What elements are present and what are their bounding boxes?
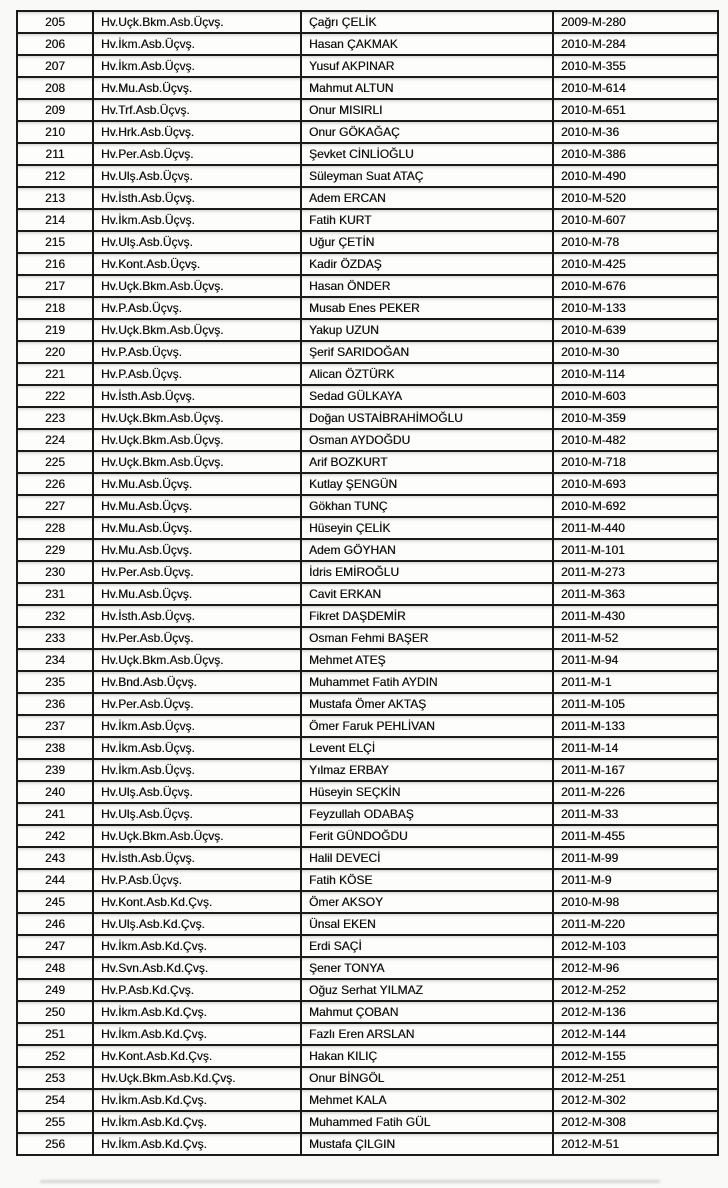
cell-person-name: İdris EMİROĞLU [301, 561, 553, 583]
table-row [17, 11, 718, 33]
cell-rank: Hv.İkm.Asb.Üçvş. [93, 737, 301, 759]
cell-registry-number: 2011-M-167 [553, 759, 718, 781]
cell-rank: Hv.Uçk.Bkm.Asb.Üçvş. [93, 825, 301, 847]
cell-row-number: 247 [17, 935, 93, 957]
cell-person-name: Feyzullah ODABAŞ [301, 803, 553, 825]
cell-rank: Hv.İkm.Asb.Üçvş. [93, 55, 301, 77]
cell-rank: Hv.İsth.Asb.Üçvş. [93, 187, 301, 209]
table-row [17, 1023, 718, 1045]
cell-row-number: 248 [17, 957, 93, 979]
cell-rank: Hv.İkm.Asb.Kd.Çvş. [93, 1023, 301, 1045]
table-row [17, 1111, 718, 1133]
cell-row-number: 219 [17, 319, 93, 341]
cell-rank: Hv.Uçk.Bkm.Asb.Üçvş. [93, 11, 301, 33]
cell-rank: Hv.Mu.Asb.Üçvş. [93, 583, 301, 605]
cell-row-number: 210 [17, 121, 93, 143]
cell-row-number: 229 [17, 539, 93, 561]
cell-rank: Hv.P.Asb.Üçvş. [93, 869, 301, 891]
cell-row-number: 205 [17, 11, 93, 33]
cell-row-number: 222 [17, 385, 93, 407]
cell-row-number: 252 [17, 1045, 93, 1067]
cell-row-number: 255 [17, 1111, 93, 1133]
cell-rank: Hv.Uçk.Bkm.Asb.Üçvş. [93, 649, 301, 671]
cell-row-number: 206 [17, 33, 93, 55]
cell-registry-number: 2011-M-52 [553, 627, 718, 649]
cell-rank: Hv.Kont.Asb.Kd.Çvş. [93, 891, 301, 913]
table-row [17, 1001, 718, 1023]
cell-person-name: Cavit ERKAN [301, 583, 553, 605]
cell-registry-number: 2010-M-482 [553, 429, 718, 451]
cell-registry-number: 2011-M-9 [553, 869, 718, 891]
table-row [17, 847, 718, 869]
cell-registry-number: 2012-M-155 [553, 1045, 718, 1067]
table-row [17, 517, 718, 539]
table-row [17, 825, 718, 847]
cell-person-name: Hüseyin ÇELİK [301, 517, 553, 539]
cell-row-number: 209 [17, 99, 93, 121]
cell-rank: Hv.Hrk.Asb.Üçvş. [93, 121, 301, 143]
cell-person-name: Yılmaz ERBAY [301, 759, 553, 781]
cell-rank: Hv.İkm.Asb.Üçvş. [93, 33, 301, 55]
cell-row-number: 225 [17, 451, 93, 473]
cell-registry-number: 2010-M-651 [553, 99, 718, 121]
cell-rank: Hv.Ulş.Asb.Üçvş. [93, 781, 301, 803]
cell-person-name: Adem GÖYHAN [301, 539, 553, 561]
cell-registry-number: 2010-M-133 [553, 297, 718, 319]
cell-registry-number: 2011-M-220 [553, 913, 718, 935]
cell-registry-number: 2010-M-359 [553, 407, 718, 429]
cell-rank: Hv.Uçk.Bkm.Asb.Üçvş. [93, 407, 301, 429]
cell-registry-number: 2011-M-94 [553, 649, 718, 671]
cell-registry-number: 2011-M-363 [553, 583, 718, 605]
cell-row-number: 208 [17, 77, 93, 99]
cell-person-name: Ömer Faruk PEHLİVAN [301, 715, 553, 737]
cell-row-number: 215 [17, 231, 93, 253]
cell-person-name: Fikret DAŞDEMİR [301, 605, 553, 627]
cell-registry-number: 2011-M-440 [553, 517, 718, 539]
cell-registry-number: 2010-M-284 [553, 33, 718, 55]
cell-row-number: 256 [17, 1133, 93, 1155]
cell-registry-number: 2010-M-355 [553, 55, 718, 77]
table-row [17, 583, 718, 605]
cell-registry-number: 2011-M-273 [553, 561, 718, 583]
cell-person-name: Alican ÖZTÜRK [301, 363, 553, 385]
cell-rank: Hv.İkm.Asb.Kd.Çvş. [93, 1001, 301, 1023]
cell-registry-number: 2010-M-78 [553, 231, 718, 253]
cell-person-name: Osman Fehmi BAŞER [301, 627, 553, 649]
cell-registry-number: 2011-M-99 [553, 847, 718, 869]
cell-rank: Hv.Mu.Asb.Üçvş. [93, 473, 301, 495]
cell-row-number: 237 [17, 715, 93, 737]
cell-rank: Hv.Ulş.Asb.Üçvş. [93, 231, 301, 253]
cell-person-name: Süleyman Suat ATAÇ [301, 165, 553, 187]
cell-registry-number: 2012-M-96 [553, 957, 718, 979]
cell-row-number: 241 [17, 803, 93, 825]
table-row [17, 473, 718, 495]
cell-registry-number: 2011-M-455 [553, 825, 718, 847]
table-row [17, 275, 718, 297]
cell-rank: Hv.İkm.Asb.Üçvş. [93, 759, 301, 781]
cell-registry-number: 2012-M-136 [553, 1001, 718, 1023]
cell-rank: Hv.Uçk.Bkm.Asb.Üçvş. [93, 319, 301, 341]
cell-row-number: 218 [17, 297, 93, 319]
cell-registry-number: 2012-M-144 [553, 1023, 718, 1045]
cell-row-number: 212 [17, 165, 93, 187]
cell-row-number: 250 [17, 1001, 93, 1023]
cell-rank: Hv.Kont.Asb.Kd.Çvş. [93, 1045, 301, 1067]
cell-rank: Hv.Svn.Asb.Kd.Çvş. [93, 957, 301, 979]
cell-row-number: 216 [17, 253, 93, 275]
cell-row-number: 220 [17, 341, 93, 363]
cell-row-number: 246 [17, 913, 93, 935]
cell-registry-number: 2010-M-30 [553, 341, 718, 363]
cell-rank: Hv.Ulş.Asb.Üçvş. [93, 803, 301, 825]
cell-registry-number: 2012-M-302 [553, 1089, 718, 1111]
cell-rank: Hv.Ulş.Asb.Üçvş. [93, 165, 301, 187]
cell-rank: Hv.Uçk.Bkm.Asb.Üçvş. [93, 275, 301, 297]
cell-row-number: 235 [17, 671, 93, 693]
cell-rank: Hv.Per.Asb.Üçvş. [93, 693, 301, 715]
table-row [17, 891, 718, 913]
cell-row-number: 231 [17, 583, 93, 605]
cell-registry-number: 2010-M-639 [553, 319, 718, 341]
cell-person-name: Hasan ÖNDER [301, 275, 553, 297]
cell-row-number: 254 [17, 1089, 93, 1111]
table-row [17, 539, 718, 561]
cell-person-name: Fazlı Eren ARSLAN [301, 1023, 553, 1045]
cell-rank: Hv.Per.Asb.Üçvş. [93, 627, 301, 649]
cell-person-name: Onur MISIRLI [301, 99, 553, 121]
table-row [17, 165, 718, 187]
cell-person-name: Kadir ÖZDAŞ [301, 253, 553, 275]
cell-person-name: Çağrı ÇELİK [301, 11, 553, 33]
table-row [17, 737, 718, 759]
cell-registry-number: 2011-M-14 [553, 737, 718, 759]
table-row [17, 935, 718, 957]
cell-row-number: 227 [17, 495, 93, 517]
cell-person-name: Mehmet ATEŞ [301, 649, 553, 671]
cell-rank: Hv.P.Asb.Kd.Çvş. [93, 979, 301, 1001]
cell-row-number: 217 [17, 275, 93, 297]
cell-rank: Hv.Kont.Asb.Üçvş. [93, 253, 301, 275]
table-row [17, 319, 718, 341]
cell-registry-number: 2010-M-98 [553, 891, 718, 913]
cell-rank: Hv.İkm.Asb.Kd.Çvş. [93, 1133, 301, 1155]
table-row [17, 561, 718, 583]
cell-person-name: Adem ERCAN [301, 187, 553, 209]
cell-row-number: 232 [17, 605, 93, 627]
cell-rank: Hv.Uçk.Bkm.Asb.Üçvş. [93, 429, 301, 451]
table-row [17, 1067, 718, 1089]
cell-row-number: 230 [17, 561, 93, 583]
cell-rank: Hv.Mu.Asb.Üçvş. [93, 495, 301, 517]
cell-registry-number: 2012-M-251 [553, 1067, 718, 1089]
cell-registry-number: 2010-M-718 [553, 451, 718, 473]
cell-rank: Hv.İkm.Asb.Kd.Çvş. [93, 935, 301, 957]
cell-registry-number: 2011-M-101 [553, 539, 718, 561]
cell-person-name: Onur BİNGÖL [301, 1067, 553, 1089]
table-row [17, 1089, 718, 1111]
cell-row-number: 213 [17, 187, 93, 209]
cell-registry-number: 2010-M-36 [553, 121, 718, 143]
cell-row-number: 223 [17, 407, 93, 429]
cell-row-number: 242 [17, 825, 93, 847]
cell-person-name: Arif BOZKURT [301, 451, 553, 473]
cell-registry-number: 2010-M-607 [553, 209, 718, 231]
cell-person-name: Şerif SARIDOĞAN [301, 341, 553, 363]
cell-person-name: Mahmut ÇOBAN [301, 1001, 553, 1023]
cell-rank: Hv.Trf.Asb.Üçvş. [93, 99, 301, 121]
cell-person-name: Erdi SAÇİ [301, 935, 553, 957]
table-row [17, 297, 718, 319]
table-row [17, 627, 718, 649]
cell-registry-number: 2011-M-226 [553, 781, 718, 803]
cell-row-number: 228 [17, 517, 93, 539]
cell-row-number: 226 [17, 473, 93, 495]
cell-person-name: Muhammed Fatih GÜL [301, 1111, 553, 1133]
table-row [17, 99, 718, 121]
table-row [17, 649, 718, 671]
cell-person-name: Ferit GÜNDOĞDU [301, 825, 553, 847]
cell-person-name: Doğan USTAİBRAHİMOĞLU [301, 407, 553, 429]
table-row [17, 55, 718, 77]
cell-registry-number: 2012-M-51 [553, 1133, 718, 1155]
cell-registry-number: 2010-M-490 [553, 165, 718, 187]
cell-person-name: Fatih KURT [301, 209, 553, 231]
cell-registry-number: 2010-M-114 [553, 363, 718, 385]
cell-person-name: Osman AYDOĞDU [301, 429, 553, 451]
table-row [17, 913, 718, 935]
table-row [17, 957, 718, 979]
cell-registry-number: 2011-M-430 [553, 605, 718, 627]
cell-row-number: 251 [17, 1023, 93, 1045]
cell-person-name: Şevket CİNLİOĞLU [301, 143, 553, 165]
cell-row-number: 245 [17, 891, 93, 913]
cell-person-name: Ünsal EKEN [301, 913, 553, 935]
cell-row-number: 233 [17, 627, 93, 649]
cell-row-number: 238 [17, 737, 93, 759]
cell-person-name: Mustafa Ömer AKTAŞ [301, 693, 553, 715]
table-row [17, 979, 718, 1001]
cell-rank: Hv.İkm.Asb.Üçvş. [93, 209, 301, 231]
cell-rank: Hv.Uçk.Bkm.Asb.Üçvş. [93, 451, 301, 473]
table-row [17, 121, 718, 143]
cell-registry-number: 2010-M-614 [553, 77, 718, 99]
table-row [17, 429, 718, 451]
table-row [17, 1045, 718, 1067]
table-row [17, 1133, 718, 1155]
cell-row-number: 221 [17, 363, 93, 385]
cell-rank: Hv.Mu.Asb.Üçvş. [93, 517, 301, 539]
cell-person-name: Hasan ÇAKMAK [301, 33, 553, 55]
cell-row-number: 243 [17, 847, 93, 869]
table-row [17, 495, 718, 517]
cell-registry-number: 2010-M-676 [553, 275, 718, 297]
cell-rank: Hv.Ulş.Asb.Kd.Çvş. [93, 913, 301, 935]
cell-rank: Hv.Bnd.Asb.Üçvş. [93, 671, 301, 693]
cell-row-number: 207 [17, 55, 93, 77]
cell-registry-number: 2010-M-693 [553, 473, 718, 495]
table-row [17, 341, 718, 363]
table-row [17, 187, 718, 209]
cell-registry-number: 2010-M-520 [553, 187, 718, 209]
table-row [17, 363, 718, 385]
cell-registry-number: 2011-M-33 [553, 803, 718, 825]
cell-rank: Hv.P.Asb.Üçvş. [93, 297, 301, 319]
cell-rank: Hv.İsth.Asb.Üçvş. [93, 385, 301, 407]
cell-person-name: Şener TONYA [301, 957, 553, 979]
cell-row-number: 214 [17, 209, 93, 231]
cell-person-name: Oğuz Serhat YILMAZ [301, 979, 553, 1001]
table-row [17, 781, 718, 803]
cell-row-number: 211 [17, 143, 93, 165]
cell-person-name: Gökhan TUNÇ [301, 495, 553, 517]
personnel-roster-table [16, 10, 719, 1156]
cell-registry-number: 2010-M-425 [553, 253, 718, 275]
table-row [17, 407, 718, 429]
cell-registry-number: 2009-M-280 [553, 11, 718, 33]
cell-registry-number: 2011-M-133 [553, 715, 718, 737]
cell-registry-number: 2011-M-105 [553, 693, 718, 715]
cell-person-name: Uğur ÇETİN [301, 231, 553, 253]
cell-person-name: Mustafa ÇILGIN [301, 1133, 553, 1155]
cell-registry-number: 2010-M-692 [553, 495, 718, 517]
cell-registry-number: 2010-M-386 [553, 143, 718, 165]
table-row [17, 693, 718, 715]
cell-person-name: Onur GÖKAĞAÇ [301, 121, 553, 143]
table-row [17, 231, 718, 253]
cell-registry-number: 2012-M-252 [553, 979, 718, 1001]
cell-person-name: Musab Enes PEKER [301, 297, 553, 319]
table-row [17, 209, 718, 231]
cell-row-number: 236 [17, 693, 93, 715]
cell-person-name: Hakan KILIÇ [301, 1045, 553, 1067]
cell-person-name: Muhammet Fatih AYDIN [301, 671, 553, 693]
cell-rank: Hv.İkm.Asb.Kd.Çvş. [93, 1111, 301, 1133]
cell-rank: Hv.Mu.Asb.Üçvş. [93, 77, 301, 99]
table-row [17, 253, 718, 275]
cell-rank: Hv.Uçk.Bkm.Asb.Kd.Çvş. [93, 1067, 301, 1089]
cell-rank: Hv.İkm.Asb.Üçvş. [93, 715, 301, 737]
cell-rank: Hv.Per.Asb.Üçvş. [93, 143, 301, 165]
table-row [17, 33, 718, 55]
cell-rank: Hv.P.Asb.Üçvş. [93, 341, 301, 363]
cell-registry-number: 2011-M-1 [553, 671, 718, 693]
cell-person-name: Sedad GÜLKAYA [301, 385, 553, 407]
table-row [17, 451, 718, 473]
cell-row-number: 253 [17, 1067, 93, 1089]
cell-row-number: 249 [17, 979, 93, 1001]
cell-rank: Hv.İsth.Asb.Üçvş. [93, 847, 301, 869]
cell-person-name: Levent ELÇİ [301, 737, 553, 759]
table-row [17, 385, 718, 407]
table-row [17, 759, 718, 781]
cell-person-name: Mehmet KALA [301, 1089, 553, 1111]
cell-row-number: 224 [17, 429, 93, 451]
cell-person-name: Halil DEVECİ [301, 847, 553, 869]
cell-person-name: Fatih KÖSE [301, 869, 553, 891]
cell-row-number: 234 [17, 649, 93, 671]
cell-rank: Hv.İsth.Asb.Üçvş. [93, 605, 301, 627]
cell-rank: Hv.P.Asb.Üçvş. [93, 363, 301, 385]
cell-rank: Hv.İkm.Asb.Kd.Çvş. [93, 1089, 301, 1111]
personnel-roster-body [17, 11, 718, 1155]
cell-person-name: Yusuf AKPINAR [301, 55, 553, 77]
cell-person-name: Kutlay ŞENGÜN [301, 473, 553, 495]
cell-row-number: 240 [17, 781, 93, 803]
cell-person-name: Ömer AKSOY [301, 891, 553, 913]
cell-row-number: 239 [17, 759, 93, 781]
table-row [17, 803, 718, 825]
table-row [17, 869, 718, 891]
cell-rank: Hv.Mu.Asb.Üçvş. [93, 539, 301, 561]
table-row [17, 671, 718, 693]
cell-person-name: Mahmut ALTUN [301, 77, 553, 99]
table-row [17, 143, 718, 165]
cell-person-name: Hüseyin SEÇKİN [301, 781, 553, 803]
table-row [17, 715, 718, 737]
table-row [17, 77, 718, 99]
cell-rank: Hv.Per.Asb.Üçvş. [93, 561, 301, 583]
cell-registry-number: 2010-M-603 [553, 385, 718, 407]
cell-row-number: 244 [17, 869, 93, 891]
cell-registry-number: 2012-M-103 [553, 935, 718, 957]
cell-registry-number: 2012-M-308 [553, 1111, 718, 1133]
table-row [17, 605, 718, 627]
cell-person-name: Yakup UZUN [301, 319, 553, 341]
